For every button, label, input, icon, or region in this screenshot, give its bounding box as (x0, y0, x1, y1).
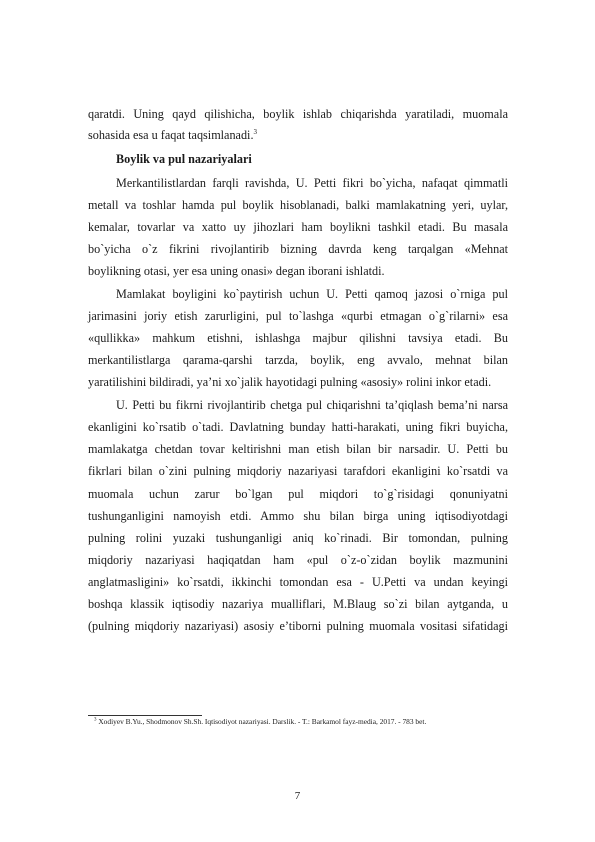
footnote-divider (88, 715, 202, 716)
text-line: pulning rolini yuzaki tushunganligi aniq ko`rinadi. Bir tomondan, pulning (88, 531, 508, 545)
text-line: «qullikka» mahkum etishni, ishlashga majbur qilishni tavsiya etadi. Bu (88, 331, 508, 345)
text-line: anglatmasligini» ko`rsatdi, ikkinchi tomondan esa - U.Petti va undan keyingi (88, 575, 508, 589)
text-line: jarimasini joriy etish zarurligini, pul to`lashga «qurbi etmagan o`g`rilarni» esa (88, 309, 508, 323)
text-line: boshqa klassik iqtisodiy nazariya mualliflari, M.Blaug so`zi bilan aytganda, u (88, 597, 508, 611)
text-line: U. Petti bu fikrni rivojlantirib chetga pul chiqarishni ta’qiqlash bema’ni narsa (116, 398, 508, 412)
text-line: fikrlari bilan o`zini pulning miqdoriy nazariyasi tarafdori ekanligini ko`rsatdi va (88, 464, 508, 478)
text-line (88, 127, 508, 143)
text-line: tushunganligini namoyish etdi. Ammo shu bilan birga uning iqtisodiyotdagi (88, 509, 508, 523)
text-line: yaratilishini bildiradi, ya’ni xo`jalik hayotidagi pulning «asosiy» rolini inkor etadi. (88, 375, 492, 389)
text-line: kemalar, tovarlar va xatto uy jihozlari ham boylikni tashkil etadi. Bu masala (88, 220, 508, 234)
section-heading: Boylik va pul nazariyalari (116, 152, 252, 166)
footnote (94, 717, 426, 727)
text-line: boylikning otasi, yer esa uning onasi» degan iborani ishlatdi. (88, 264, 385, 278)
text-line: miqdoriy nazariyasi haqiqatdan ham «pul o`z-o`zidan boylik mazmunini (88, 553, 508, 567)
text-line: bo`yicha o`z fikrini rivojlantirib bizning davrda keng tarqalgan «Mehnat (88, 242, 508, 256)
text-line: Merkantilistlardan farqli ravishda, U. Petti fikri bo`yicha, nafaqat qimmatli (116, 176, 508, 190)
text-line: mamlakatga chetdan tovar keltirishni man etish bilan bir narsadir. U. Petti bu (88, 442, 508, 456)
text-line: ekanligini ko`rsatib o`tadi. Davlatning bunday hatti-harakati, uning fikri buyicha, (88, 420, 508, 434)
footnote-number: 3 (94, 717, 97, 723)
footnote-reference[interactable]: 3 (253, 127, 257, 136)
text-line: Mamlakat boyligini ko`paytirish uchun U. Petti qamoq jazosi o`rniga pul (116, 287, 508, 301)
text-line: qaratdi. Uning qayd qilishicha, boylik ishlab chiqarishda yaratiladi, muomala (88, 107, 508, 121)
footnote-text: Xodiyev B.Yu., Shodmonov Sh.Sh. Iqtisodiyot nazariyasi. Darslik. - T.: Barkamol fayz-media, 2017. - 783 bet. (96, 717, 427, 726)
text-line: metall va toshlar hamda pul boylik hisoblanadi, balki mamlakatning yeri, uylar, (88, 198, 508, 212)
text-line: (pulning miqdoriy nazariyasi) asosiy e’tiborni pulning muomala vositasi sifatidagi (88, 619, 508, 633)
text-line: muomala uchun zarur bo`lgan pul miqdori to`g`risidagi qonuniyatni (88, 487, 508, 501)
page-number: 7 (294, 790, 301, 802)
text-line: merkantilistlarga qarama-qarshi tarzda, boylik, eng avvalo, mehnat bilan (88, 353, 508, 367)
text-line-content: sohasida esa u faqat taqsimlanadi. (88, 128, 254, 142)
